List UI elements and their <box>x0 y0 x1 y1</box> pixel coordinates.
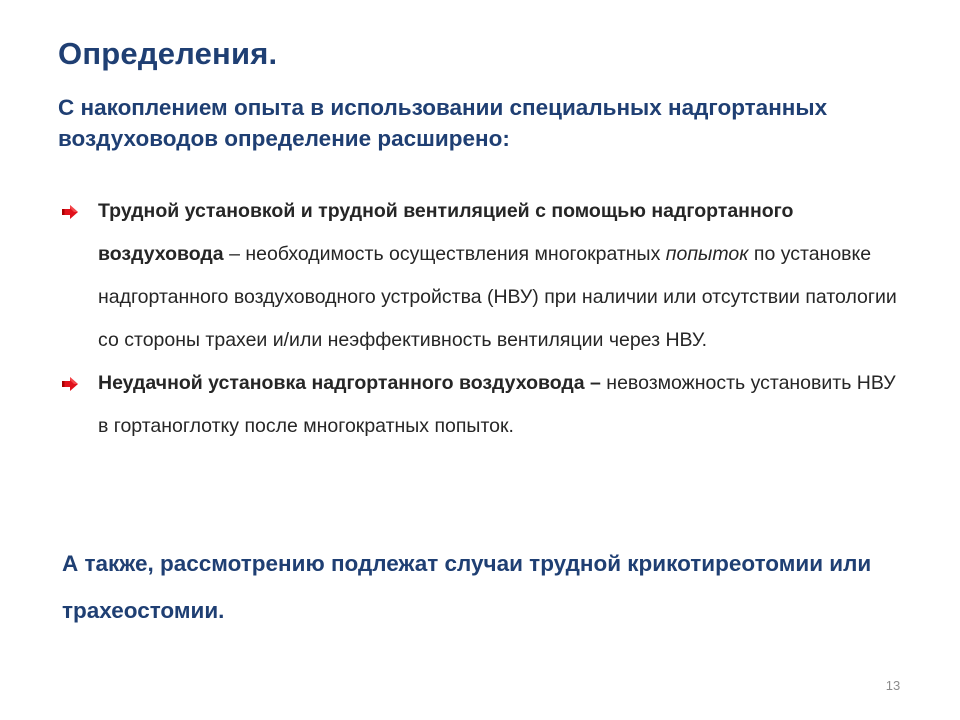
bullet-1-italic-word: попыток <box>665 243 749 265</box>
page-number: 13 <box>885 678 901 693</box>
bullet-1-text-part-1: – необходимость осуществления многократных <box>223 243 666 265</box>
bullet-term-failed-insertion: Неудачной установка надгортанного воздуховода – <box>98 372 601 394</box>
bullet-term-difficult-insertion: Трудной установкой и трудной вентиляцией с помощью надгортанного воздуховода <box>98 200 794 265</box>
slide-title: Определения. <box>58 36 278 71</box>
closing-statement: А также, рассмотрению подлежат случаи трудной крикотиреотомии или трахеостомии. <box>62 551 872 623</box>
bullet-item-2 <box>60 362 900 448</box>
bullet-list <box>60 190 900 448</box>
bullet-item-1 <box>60 190 900 362</box>
bullet-text-1 <box>98 200 897 351</box>
slide-subtitle: С накоплением опыта в использовании специальных надгортанных воздуховодов определение расширено: <box>58 95 828 151</box>
bullet-text-2 <box>98 372 896 437</box>
red-arrow-bullet-icon <box>60 202 80 222</box>
red-arrow-bullet-icon <box>60 374 80 394</box>
bullet-1-text-part-2: по установке надгортанного воздуховодного устройства (НВУ) при наличии или отсутствии патологии со стороны трахеи и/или неэффективность вентиляции через НВУ. <box>98 243 897 351</box>
bullet-2-text: невозможность установить НВУ в гортаноглотку после многократных попыток. <box>98 372 896 437</box>
